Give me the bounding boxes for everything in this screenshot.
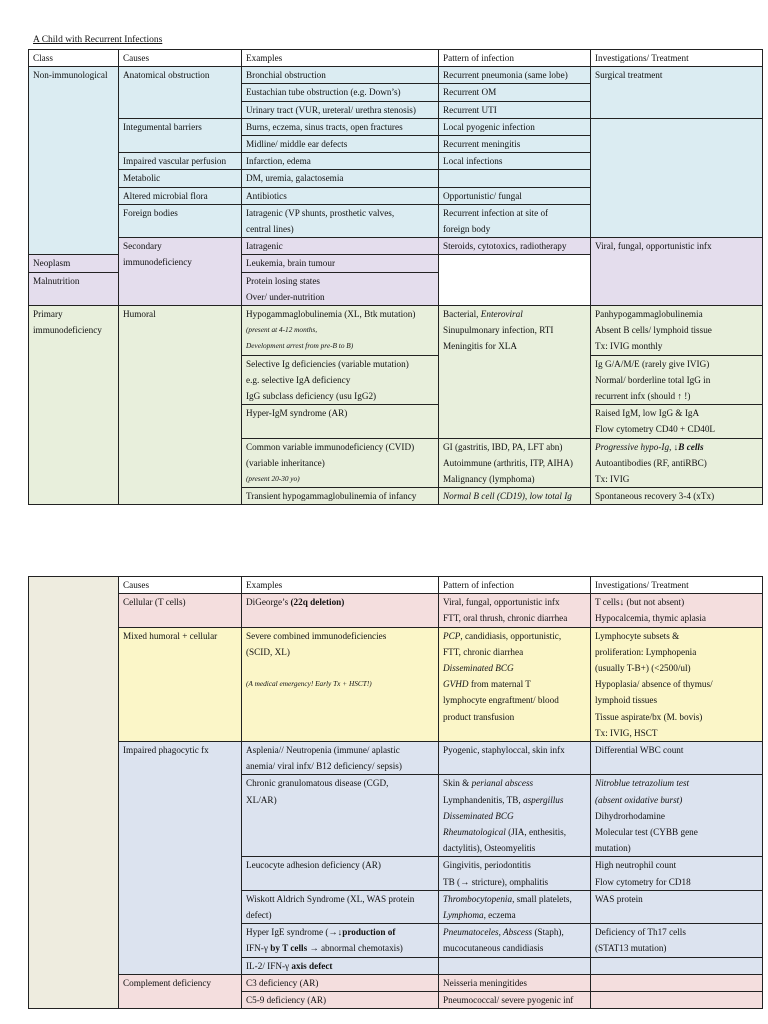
example-cell [242, 355, 439, 405]
pattern-cell: Recurrent UTI [439, 101, 591, 118]
text-line: central lines) [246, 224, 294, 235]
cause-vascular: Impaired vascular perfusion [119, 153, 242, 170]
text-line: Flow cytometry CD40 + CD40L [595, 424, 716, 435]
text-fragment: from maternal T [468, 679, 531, 690]
example-cell: C5-9 deficiency (AR) [242, 992, 439, 1009]
document-title: A Child with Recurrent Infections [33, 35, 163, 45]
text-line: Molecular test (CYBB gene [595, 827, 698, 838]
text-line [246, 660, 434, 676]
text-line: proliferation: Lymphopenia [595, 646, 697, 657]
cause-humoral: Humoral [119, 306, 242, 505]
text-line [443, 775, 586, 791]
text-line: foreign body [443, 224, 491, 235]
text-line: (STAT13 mutation) [595, 943, 667, 954]
pattern-cell [439, 890, 591, 923]
table-header-row [29, 50, 763, 67]
text-line: TB (→ stricture), omphalitis [443, 876, 549, 887]
table-row [29, 238, 763, 255]
text-line: Tx: IVIG [595, 474, 630, 485]
text-fragment: Lymphandenitis, TB, [443, 794, 523, 805]
text-fragment: Rheumatological [443, 827, 506, 838]
text-line: Viral, fungal, opportunistic infx [443, 597, 560, 608]
text-fragment: (Staph), [532, 927, 564, 938]
text-line: defect) [246, 910, 272, 921]
pattern-cell: Normal B cell (CD19), low total Ig [439, 488, 591, 505]
text-line [443, 924, 586, 940]
invest-cell [591, 775, 763, 857]
text-line: Absent B cells/ lymphoid tissue [595, 325, 712, 336]
cause-iatrogenic: Iatragenic [242, 238, 439, 255]
pattern-cell [439, 627, 591, 741]
text-line: Lymphocyte subsets & [595, 630, 680, 641]
text-fragment: by T cells [270, 943, 308, 954]
pattern-cell [439, 957, 591, 974]
header-examples: Examples [242, 50, 439, 67]
example-cell [242, 890, 439, 923]
text-line: dactylitis), Osteomyelitis [443, 843, 536, 854]
text-fragment: , small platelets, [512, 893, 572, 904]
text-line: XL/AR) [246, 794, 277, 805]
text-line: Wiskott Aldrich Syndrome (XL, WAS protein [246, 893, 415, 904]
text-fragment: GVHD [443, 679, 469, 690]
invest-cell: Differential WBC count [591, 742, 763, 775]
class-primary-continued [29, 577, 119, 1009]
text-line: mutation) [595, 843, 631, 854]
example-cell: Burns, eczema, sinus tracts, open fractures [242, 118, 439, 135]
pattern-cell: Recurrent meningitis [439, 136, 591, 153]
text-fragment: , candidiasis, opportunistic, [460, 630, 562, 641]
text-line: Protein losing states [246, 275, 321, 286]
text-line: (variable inheritance) [246, 457, 325, 468]
header-causes: Causes [119, 577, 242, 594]
text-line: IgG subclass deficiency (usu IgG2) [246, 391, 377, 402]
text-fragment: (JIA, enthesitis, [505, 827, 567, 838]
class-non-immunological: Non-immunological [29, 67, 119, 255]
cause-foreign-bodies: Foreign bodies [119, 204, 242, 237]
text-line: Chronic granulomatous disease (CGD, [246, 778, 389, 789]
header-invest: Investigations/ Treatment [591, 50, 763, 67]
text-fragment: perianal abscess [471, 778, 534, 789]
table-row [29, 742, 763, 775]
text-line [443, 306, 586, 322]
text-fragment: axis defect [291, 960, 333, 971]
table-row [29, 627, 763, 741]
text-fragment: →↓production of [328, 927, 396, 938]
example-cell: Leukemia, brain tumour [242, 255, 439, 272]
pattern-cell [439, 775, 591, 857]
pattern-cell [439, 306, 591, 439]
cause-metabolic: Metabolic [119, 170, 242, 187]
example-cell: C3 deficiency (AR) [242, 974, 439, 991]
text-fragment: DiGeorge’s [246, 597, 291, 608]
invest-cell [591, 438, 763, 488]
invest-cell: Surgical treatment [591, 67, 763, 119]
text-fragment: Enteroviral [480, 309, 523, 320]
text-line: High neutrophil count [595, 860, 677, 871]
text-line: Gingivitis, periodontitis [443, 860, 531, 871]
text-line: Hypocalcemia, thymic aplasia [595, 613, 706, 624]
text-line [443, 824, 586, 840]
example-cell: Midline/ middle ear defects [242, 136, 439, 153]
text-line [443, 792, 586, 808]
table-row [29, 306, 763, 356]
pattern-cell [439, 438, 591, 488]
text-fragment: (22q deletion) [290, 597, 345, 608]
text-line: Ig G/A/M/E (rarely give IVIG) [595, 358, 710, 369]
cause-mixed: Mixed humoral + cellular [119, 627, 242, 741]
text-line: (A medical emergency! Early Tx + HSCT!) [246, 679, 372, 689]
text-fragment: → abnormal chemotaxis) [307, 943, 403, 954]
text-fragment: , eczema [483, 910, 516, 921]
text-line: (usually T-B+) (<2500/ul) [595, 663, 691, 674]
text-line [246, 940, 434, 956]
text-line: Panhypogammaglobulinemia [595, 309, 703, 320]
cause-integumental: Integumental barriers [119, 118, 242, 152]
pattern-cell [439, 594, 591, 627]
text-line: GI (gastritis, IBD, PA, LFT abn) [443, 441, 563, 452]
example-cell: Eustachian tube obstruction (e.g. Down’s) [242, 84, 439, 101]
example-cell: Infarction, edema [242, 153, 439, 170]
invest-cell [591, 992, 763, 1009]
example-cell [242, 204, 439, 237]
text-line: mucocutaneous candidiasis [443, 943, 544, 954]
class-primary [29, 306, 119, 505]
invest-cell [591, 627, 763, 741]
pattern-cell: Pyogenic, staphyloccal, skin infx [439, 742, 591, 775]
text-line: lymphoid tissues [595, 695, 658, 706]
text-line: Malignancy (lymphoma) [443, 474, 535, 485]
text-line: Meningitis for XLA [443, 341, 518, 352]
invest-cell [591, 857, 763, 890]
pattern-cell [439, 204, 591, 237]
text-fragment: aspergillus [522, 794, 564, 805]
pattern-cell: Local pyogenic infection [439, 118, 591, 135]
invest-cell [591, 974, 763, 991]
infections-table-2 [28, 576, 763, 1009]
text-line: immunodeficiency [33, 325, 102, 336]
text-line: (SCID, XL) [246, 646, 290, 657]
pattern-cell: Local infections [439, 153, 591, 170]
text-line: Secondary [123, 241, 162, 252]
text-line [443, 676, 586, 692]
example-cell: Hyper-IgM syndrome (AR) [242, 405, 439, 438]
example-cell: Antibiotics [242, 187, 439, 204]
text-line: Iatragenic (VP shunts, prosthetic valves, [246, 207, 395, 218]
text-line: Disseminated BCG [443, 663, 514, 674]
text-line: Tissue aspirate/bx (M. bovis) [595, 711, 703, 722]
text-line: T cells↓ (but not absent) [595, 597, 685, 608]
invest-cell [591, 594, 763, 627]
cause-anatomical: Anatomical obstruction [119, 67, 242, 119]
text-line: (present 20-30 yo) [246, 474, 300, 484]
text-line: Primary [33, 309, 63, 320]
text-line [443, 628, 586, 644]
text-line: Hypogammaglobulinemia (XL, Btk mutation) [246, 309, 416, 320]
example-cell: DM, uremia, galactosemia [242, 170, 439, 187]
text-line: anemia/ viral infx/ B12 deficiency/ sepsis) [246, 761, 402, 772]
table-row [29, 67, 763, 84]
text-line: Dihydrorhodamine [595, 810, 665, 821]
invest-cell [591, 306, 763, 356]
text-line: Asplenia// Neutropenia (immune/ aplastic [246, 745, 400, 756]
text-fragment: Skin & [443, 778, 472, 789]
text-fragment: Thrombocytopenia [443, 893, 513, 904]
text-line: Nitroblue tetrazolium test [595, 778, 690, 789]
example-cell: Transient hypogammaglobulinemia of infancy [242, 488, 439, 505]
example-cell: Urinary tract (VUR, ureteral/ urethra stenosis) [242, 101, 439, 118]
class-secondary [119, 238, 242, 306]
text-line: FTT, oral thrush, chronic diarrhea [443, 613, 568, 624]
text-line: Severe combined immunodeficiencies [246, 630, 387, 641]
invest-cell: Spontaneous recovery 3-4 (xTx) [591, 488, 763, 505]
text-line: Development arrest from pre-B to B) [246, 341, 354, 351]
example-cell: Leucocyte adhesion deficiency (AR) [242, 857, 439, 890]
text-line: lymphocyte engraftment/ blood [443, 695, 559, 706]
text-line: Common variable immunodeficiency (CVID) [246, 441, 415, 452]
invest-cell [591, 405, 763, 438]
invest-cell: WAS protein [591, 890, 763, 923]
table-row [29, 118, 763, 135]
example-cell [242, 957, 439, 974]
text-fragment: Hyper IgE syndrome ( [246, 927, 329, 938]
text-line: Autoimmune (arthritis, ITP, AIHA) [443, 457, 573, 468]
text-line: Over/ under-nutrition [246, 291, 325, 302]
header-invest: Investigations/ Treatment [591, 577, 763, 594]
example-cell: Steroids, cytotoxics, radiotherapy [439, 238, 591, 255]
text-line: e.g. selective IgA deficiency [246, 374, 351, 385]
text-line [443, 891, 586, 907]
text-fragment: Pneumatoceles, Abscess [443, 927, 533, 938]
cause-malnutrition: Malnutrition [29, 272, 119, 305]
example-cell [242, 924, 439, 957]
example-cell [242, 438, 439, 488]
example-cell [242, 272, 439, 305]
text-line: (absent oxidative burst) [595, 794, 683, 805]
header-class: Class [29, 50, 119, 67]
cause-neoplasm: Neoplasm [29, 255, 119, 272]
example-cell: Bronchial obstruction [242, 67, 439, 84]
text-line [443, 907, 586, 923]
example-cell [242, 594, 439, 627]
text-fragment: Bacterial, [443, 309, 481, 320]
text-line: Tx: IVIG monthly [595, 341, 663, 352]
example-cell [242, 742, 439, 775]
text-fragment: ↓B cells [673, 441, 704, 452]
pattern-cell [439, 924, 591, 957]
text-line: Flow cytometry for CD18 [595, 876, 691, 887]
header-pattern: Pattern of infection [439, 577, 591, 594]
text-line: Tx: IVIG, HSCT [595, 727, 658, 738]
text-line: Normal/ borderline total IgG in [595, 374, 711, 385]
pattern-cell: Recurrent OM [439, 84, 591, 101]
pattern-cell: Viral, fungal, opportunistic infx [591, 238, 763, 306]
text-fragment: Lymphoma [443, 910, 484, 921]
text-line: immunodeficiency [123, 257, 192, 268]
text-line: Raised IgM, low IgG & IgA [595, 408, 700, 419]
example-cell [242, 775, 439, 857]
pattern-cell: Recurrent pneumonia (same lobe) [439, 67, 591, 84]
text-line: Recurrent infection at site of [443, 207, 549, 218]
header-pattern: Pattern of infection [439, 50, 591, 67]
text-line [595, 439, 758, 455]
table-row [29, 974, 763, 991]
invest-cell [591, 924, 763, 957]
cause-cellular: Cellular (T cells) [119, 594, 242, 627]
pattern-cell [439, 170, 591, 187]
table-header-row [29, 577, 763, 594]
text-line: Sinupulmonary infection, RTI [443, 325, 554, 336]
text-line: Selective Ig deficiencies (variable mutation) [246, 358, 409, 369]
example-cell [242, 627, 439, 741]
table-row [29, 594, 763, 627]
pattern-cell: Pneumococcal/ severe pyogenic inf [439, 992, 591, 1009]
text-line: FTT, chronic diarrhea [443, 646, 524, 657]
text-line [246, 924, 434, 940]
text-line: Disseminated BCG [443, 810, 514, 821]
cause-complement: Complement deficiency [119, 974, 242, 1008]
example-cell [242, 306, 439, 356]
cause-phagocytic: Impaired phagocytic fx [119, 742, 242, 975]
text-line: Hypoplasia/ absence of thymus/ [595, 679, 713, 690]
invest-cell [591, 118, 763, 237]
text-fragment: IFN-γ [246, 943, 271, 954]
invest-cell [591, 957, 763, 974]
invest-cell [591, 355, 763, 405]
text-fragment: Progressive hypo-Ig, [595, 441, 674, 452]
cause-flora: Altered microbial flora [119, 187, 242, 204]
text-line: Deficiency of Th17 cells [595, 927, 686, 938]
text-line: (present at 4-12 months, [246, 325, 318, 335]
pattern-cell: Opportunistic/ fungal [439, 187, 591, 204]
pattern-cell [439, 857, 591, 890]
text-line: recurrent infx (should ↑ !) [595, 391, 691, 402]
header-examples: Examples [242, 577, 439, 594]
pattern-cell: Neisseria meningitides [439, 974, 591, 991]
text-fragment: PCP [443, 630, 461, 641]
infections-table-1 [28, 49, 763, 505]
text-fragment: IL-2/ IFN-γ [246, 960, 292, 971]
text-line: product transfusion [443, 711, 515, 722]
header-causes: Causes [119, 50, 242, 67]
text-line: Autoantibodies (RF, antiRBC) [595, 457, 707, 468]
